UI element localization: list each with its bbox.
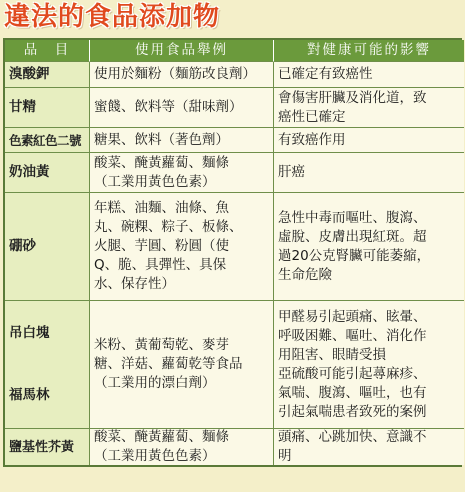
row-name: 奶油黃 bbox=[5, 153, 90, 193]
row-name: 吊白塊 福馬林 bbox=[5, 301, 90, 429]
row-name: 鹽基性芥黃 bbox=[5, 429, 90, 465]
page-title: 違法的食品添加物 bbox=[4, 2, 221, 32]
additives-table bbox=[3, 38, 462, 467]
row-usage: 酸菜、醃黃蘿蔔、麵條 （工業用黃色色素） bbox=[90, 153, 274, 193]
row-effect: 頭痛、心跳加快、意識不 明 bbox=[274, 429, 464, 465]
row-effect: 甲醛易引起頭痛、眩暈、 呼吸困難、嘔吐、消化作 用阻害、眼睛受損 亞硫酸可能引起蕁麻疹、 氣喘、腹瀉、嘔吐，也有 引起氣喘患者致死的案例 bbox=[274, 301, 464, 429]
row-usage: 酸菜、醃黃蘿蔔、麵條 （工業用黃色色素） bbox=[90, 429, 274, 465]
row-usage: 蜜餞、飲料等（甜味劑） bbox=[90, 88, 274, 128]
row-usage: 使用於麵粉（麵筋改良劑） bbox=[90, 62, 274, 88]
row-usage: 年糕、油麵、油條、魚 丸、碗粿、粽子、板條、 火腿、芋圓、粉圓（使 Q、脆、具彈性、具保 水、保存性） bbox=[90, 193, 274, 301]
header-item: 品 目 bbox=[5, 40, 90, 62]
row-name: 溴酸鉀 bbox=[5, 62, 90, 88]
row-effect: 已確定有致癌性 bbox=[274, 62, 464, 88]
row-usage: 糖果、飲料（著色劑） bbox=[90, 128, 274, 153]
row-effect: 肝癌 bbox=[274, 153, 464, 193]
row-name-secondary: 福馬林 bbox=[9, 386, 50, 403]
row-name: 硼砂 bbox=[5, 193, 90, 301]
row-effect: 有致癌作用 bbox=[274, 128, 464, 153]
header-usage: 使用食品舉例 bbox=[90, 40, 274, 62]
row-usage: 米粉、黃葡萄乾、麥芽 糖、洋菇、蘿蔔乾等食品 （工業用的漂白劑） bbox=[90, 301, 274, 429]
header-effect: 對健康可能的影響 bbox=[274, 40, 464, 62]
row-effect: 急性中毒而嘔吐、腹瀉、 虛脫、皮膚出現紅斑。超 過20公克腎臟可能萎縮， 生命危險 bbox=[274, 193, 464, 301]
row-name: 甘精 bbox=[5, 88, 90, 128]
row-name: 色素紅色二號 bbox=[5, 128, 90, 153]
row-effect: 會傷害肝臟及消化道，致 癌性已確定 bbox=[274, 88, 464, 128]
